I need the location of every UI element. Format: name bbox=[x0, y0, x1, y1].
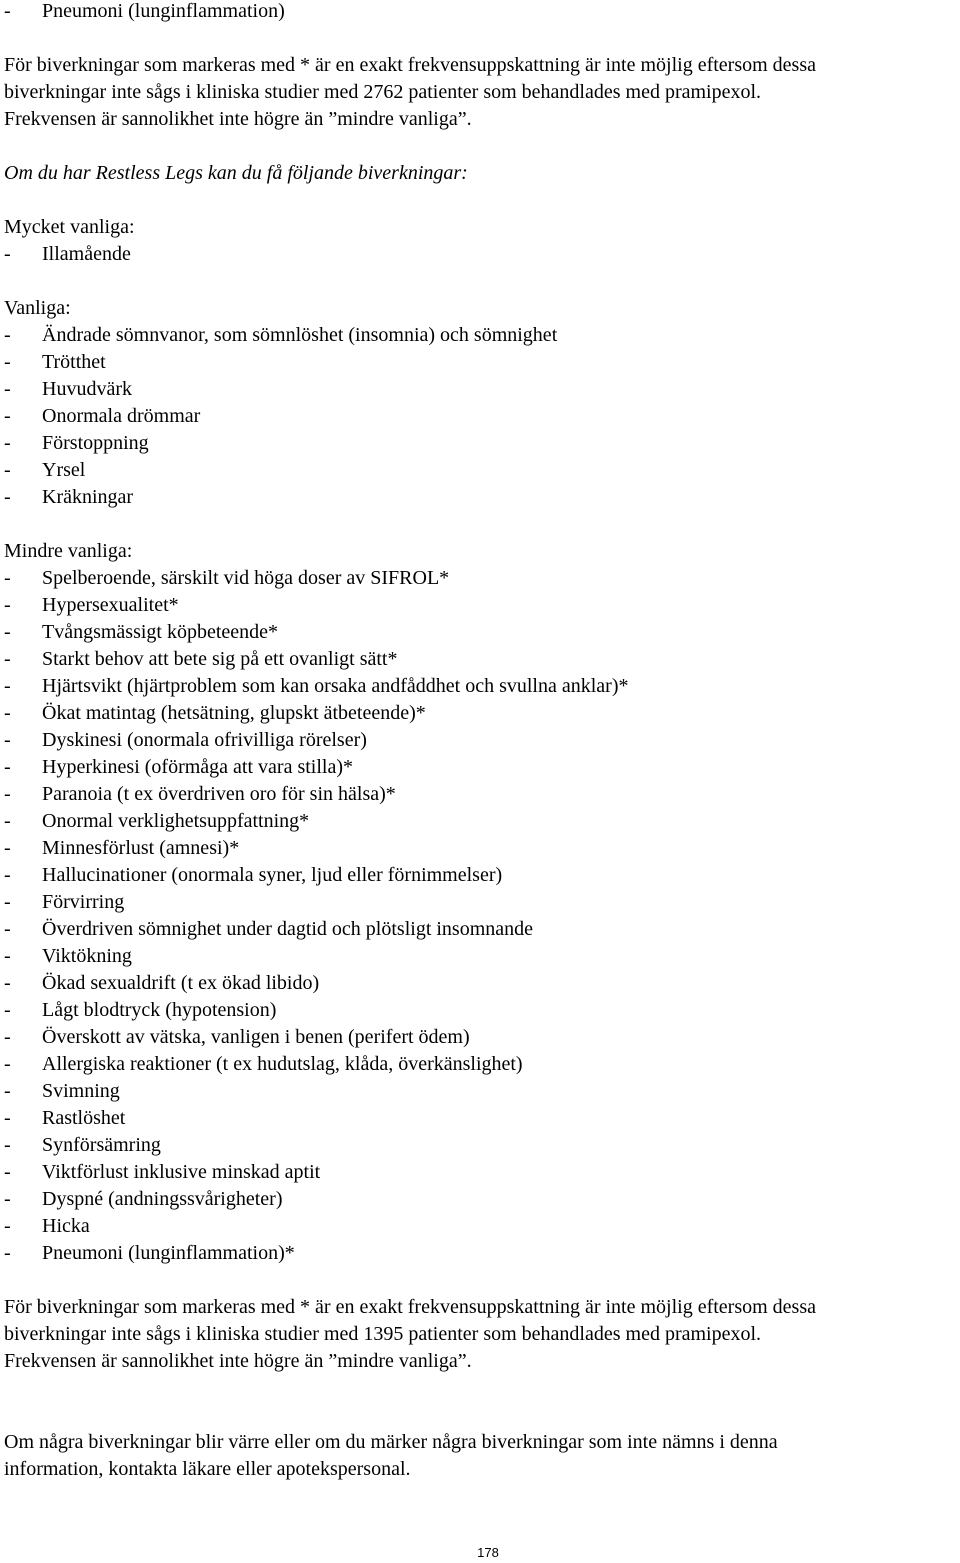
list-item-text: Huvudvärk bbox=[42, 378, 132, 400]
frequency-note bbox=[4, 52, 956, 133]
list-item-text: Viktförlust inklusive minskad aptit bbox=[42, 1161, 321, 1183]
list-dash: - bbox=[4, 1026, 11, 1048]
list-item-text: Starkt behov att bete sig på ett ovanligt sätt* bbox=[42, 648, 398, 670]
section-heading: Mycket vanliga: bbox=[4, 216, 135, 238]
list-dash: - bbox=[4, 1080, 11, 1102]
list-item bbox=[4, 0, 956, 25]
list-item-text: Förvirring bbox=[42, 891, 125, 913]
list-item bbox=[4, 673, 956, 700]
list-item-text: Tvångsmässigt köpbeteende* bbox=[42, 621, 279, 643]
list-item bbox=[4, 349, 956, 376]
list-dash: - bbox=[4, 243, 11, 265]
frequency-note bbox=[4, 1294, 956, 1375]
list-item-text: Svimning bbox=[42, 1080, 120, 1102]
list-dash: - bbox=[4, 891, 11, 913]
list-item bbox=[4, 403, 956, 430]
list-dash: - bbox=[4, 621, 11, 643]
list-dash: - bbox=[4, 405, 11, 427]
list-item-text: Ökat matintag (hetsätning, glupskt ätbeteende)* bbox=[42, 702, 426, 724]
list-dash: - bbox=[4, 1134, 11, 1156]
list-item-text: Överdriven sömnighet under dagtid och plötsligt insomnande bbox=[42, 918, 534, 940]
list-item-text: Paranoia (t ex överdriven oro för sin hälsa)* bbox=[42, 783, 396, 805]
list-item bbox=[4, 1132, 956, 1159]
list-item-text: Synförsämring bbox=[42, 1134, 161, 1156]
list-item bbox=[4, 592, 956, 619]
list-item-text: Kräkningar bbox=[42, 486, 134, 508]
list-dash: - bbox=[4, 864, 11, 886]
list-item bbox=[4, 241, 956, 268]
list-dash: - bbox=[4, 837, 11, 859]
section-heading: Vanliga: bbox=[4, 297, 71, 319]
list-dash: - bbox=[4, 1053, 11, 1075]
list-item-text: Spelberoende, särskilt vid höga doser av SIFROL* bbox=[42, 567, 450, 589]
list-item-text: Överskott av vätska, vanligen i benen (perifert ödem) bbox=[42, 1026, 470, 1048]
list-item-text: Hicka bbox=[42, 1215, 90, 1237]
list-item-text: Viktökning bbox=[42, 945, 132, 967]
list-item bbox=[4, 889, 956, 916]
list-dash: - bbox=[4, 351, 11, 373]
list-item-text: Hyperkinesi (oförmåga att vara stilla)* bbox=[42, 756, 353, 778]
list-dash: - bbox=[4, 1107, 11, 1129]
note-line: Frekvensen är sannolikhet inte högre än ”mindre vanliga”. bbox=[4, 1350, 472, 1372]
list-item bbox=[4, 1186, 956, 1213]
list-dash: - bbox=[4, 756, 11, 778]
list-item bbox=[4, 457, 956, 484]
list-item bbox=[4, 997, 956, 1024]
list-dash: - bbox=[4, 810, 11, 832]
list-dash: - bbox=[4, 0, 11, 22]
list-dash: - bbox=[4, 702, 11, 724]
list-item bbox=[4, 1051, 956, 1078]
list-item bbox=[4, 862, 956, 889]
list-dash: - bbox=[4, 378, 11, 400]
list-item bbox=[4, 781, 956, 808]
very-common-section bbox=[4, 214, 956, 268]
list-item bbox=[4, 1078, 956, 1105]
list-dash: - bbox=[4, 1242, 11, 1264]
list-dash: - bbox=[4, 594, 11, 616]
closing-paragraph bbox=[4, 1429, 956, 1483]
list-item-text: Dyspné (andningssvårigheter) bbox=[42, 1188, 283, 1210]
list-item-text: Onormal verklighetsuppfattning* bbox=[42, 810, 310, 832]
list-item bbox=[4, 1213, 956, 1240]
list-item-text: Lågt blodtryck (hypotension) bbox=[42, 999, 277, 1021]
closing-line: Om några biverkningar blir värre eller om du märker några biverkningar som inte nämns i denna bbox=[4, 1431, 778, 1453]
list-item bbox=[4, 808, 956, 835]
list-item bbox=[4, 430, 956, 457]
note-line: biverkningar inte sågs i kliniska studier med 1395 patienter som behandlades med pramipexol. bbox=[4, 1323, 762, 1345]
list-dash: - bbox=[4, 972, 11, 994]
list-dash: - bbox=[4, 459, 11, 481]
document-page bbox=[4, 0, 956, 1483]
closing-line: information, kontakta läkare eller apotekspersonal. bbox=[4, 1458, 411, 1480]
list-dash: - bbox=[4, 783, 11, 805]
list-item-text: Illamående bbox=[42, 243, 131, 265]
list-item bbox=[4, 727, 956, 754]
rls-intro: Om du har Restless Legs kan du få följande biverkningar: bbox=[4, 162, 468, 184]
list-dash: - bbox=[4, 324, 11, 346]
list-dash: - bbox=[4, 1188, 11, 1210]
list-item bbox=[4, 700, 956, 727]
list-dash: - bbox=[4, 918, 11, 940]
list-item bbox=[4, 322, 956, 349]
note-line: För biverkningar som markeras med * är en exakt frekvensuppskattning är inte möjlig eftersom dessa bbox=[4, 54, 816, 76]
list-item-text: Förstoppning bbox=[42, 432, 149, 454]
list-dash: - bbox=[4, 945, 11, 967]
list-item bbox=[4, 646, 956, 673]
list-dash: - bbox=[4, 999, 11, 1021]
list-item-text: Minnesförlust (amnesi)* bbox=[42, 837, 240, 859]
list-item-text: Ökad sexualdrift (t ex ökad libido) bbox=[42, 972, 320, 994]
note-line: biverkningar inte sågs i kliniska studier med 2762 patienter som behandlades med pramipexol. bbox=[4, 81, 762, 103]
list-dash: - bbox=[4, 1215, 11, 1237]
list-item-text: Dyskinesi (onormala ofrivilliga rörelser) bbox=[42, 729, 367, 751]
list-item bbox=[4, 835, 956, 862]
list-item-text: Ändrade sömnvanor, som sömnlöshet (insomnia) och sömnighet bbox=[42, 324, 558, 346]
list-item bbox=[4, 484, 956, 511]
list-item-text: Yrsel bbox=[42, 459, 86, 481]
list-item bbox=[4, 1105, 956, 1132]
list-item-text: Allergiska reaktioner (t ex hudutslag, klåda, överkänslighet) bbox=[42, 1053, 523, 1075]
list-item-text: Hjärtsvikt (hjärtproblem som kan orsaka andfåddhet och svullna anklar)* bbox=[42, 675, 629, 697]
list-item-text: Hallucinationer (onormala syner, ljud eller förnimmelser) bbox=[42, 864, 503, 886]
list-item bbox=[4, 1159, 956, 1186]
note-line: För biverkningar som markeras med * är en exakt frekvensuppskattning är inte möjlig eftersom dessa bbox=[4, 1296, 816, 1318]
list-item-text: Trötthet bbox=[42, 351, 106, 373]
list-item bbox=[4, 943, 956, 970]
list-item bbox=[4, 970, 956, 997]
section-heading: Mindre vanliga: bbox=[4, 540, 133, 562]
list-dash: - bbox=[4, 729, 11, 751]
list-item bbox=[4, 1024, 956, 1051]
list-item-text: Pneumoni (lunginflammation)* bbox=[42, 1242, 295, 1264]
list-item-text: Onormala drömmar bbox=[42, 405, 201, 427]
list-dash: - bbox=[4, 1161, 11, 1183]
list-item-text: Pneumoni (lunginflammation) bbox=[42, 0, 285, 22]
list-item bbox=[4, 565, 956, 592]
list-item bbox=[4, 916, 956, 943]
list-item bbox=[4, 1240, 956, 1267]
list-dash: - bbox=[4, 648, 11, 670]
uncommon-section bbox=[4, 538, 956, 1267]
list-item bbox=[4, 376, 956, 403]
list-item-text: Hypersexualitet* bbox=[42, 594, 179, 616]
list-item bbox=[4, 754, 956, 781]
note-line: Frekvensen är sannolikhet inte högre än ”mindre vanliga”. bbox=[4, 108, 472, 130]
common-section bbox=[4, 295, 956, 511]
list-dash: - bbox=[4, 486, 11, 508]
list-dash: - bbox=[4, 675, 11, 697]
list-item bbox=[4, 619, 956, 646]
list-item-text: Rastlöshet bbox=[42, 1107, 126, 1129]
page-number: 178 bbox=[477, 1545, 499, 1560]
list-dash: - bbox=[4, 567, 11, 589]
list-dash: - bbox=[4, 432, 11, 454]
